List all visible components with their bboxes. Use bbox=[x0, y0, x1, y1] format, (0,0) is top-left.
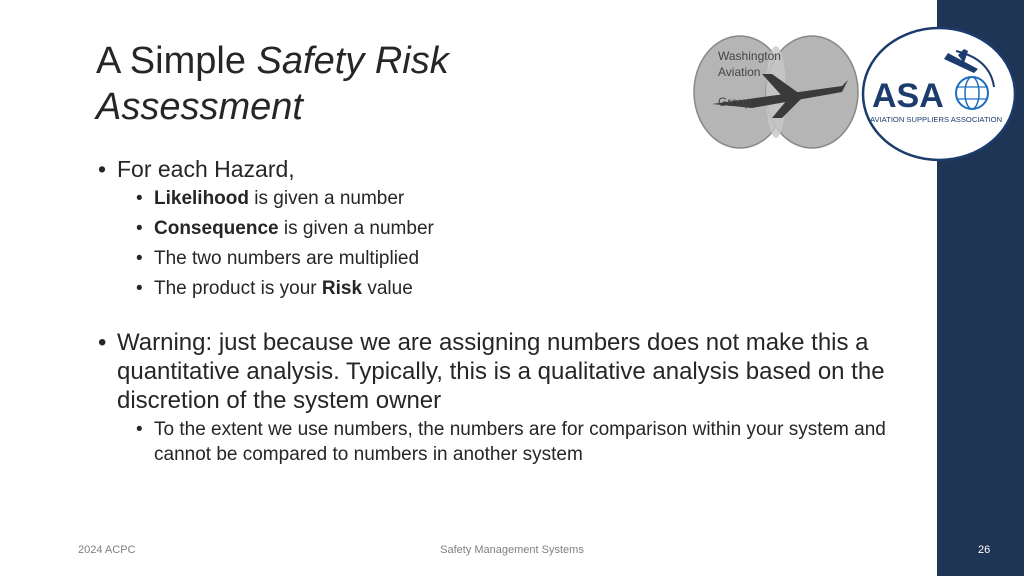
slide-content bbox=[98, 155, 918, 467]
slide-title bbox=[96, 38, 656, 130]
sub-bullet-risk: • The product is your Risk value bbox=[98, 274, 918, 304]
page-number: 26 bbox=[978, 544, 991, 556]
asa-logo bbox=[860, 25, 1018, 163]
bullet-warning: • Warning: just because we are assigning numbers does not make this a quantitative analysis. Typically, this is a qualitative analysis based on the discretion of the system owner bbox=[98, 328, 918, 415]
wag-line-1: Washington bbox=[718, 49, 781, 63]
bullet-hazard: • For each Hazard, bbox=[98, 155, 918, 184]
footer-left: 2024 ACPC bbox=[78, 544, 136, 556]
sub-bullet-consequence: • Consequence is given a number bbox=[98, 214, 918, 244]
sub-bullet-multiplied: • The two numbers are multiplied bbox=[98, 244, 918, 274]
sub-bullet-likelihood: • Likelihood is given a number bbox=[98, 184, 918, 214]
sub-bullet-comparison: • To the extent we use numbers, the numbers are for comparison within your system and cannot be compared to numbers in another system bbox=[98, 417, 918, 467]
title-italic-1: Safety Risk bbox=[256, 40, 449, 82]
asa-full-name: AVIATION SUPPLIERS ASSOCIATION bbox=[870, 115, 1003, 124]
title-italic-2: Assessment bbox=[96, 86, 303, 128]
footer-center: Safety Management Systems bbox=[440, 544, 584, 556]
wag-line-2: Aviation bbox=[718, 65, 761, 79]
wag-line-3: Group bbox=[718, 95, 752, 109]
title-plain: A Simple bbox=[96, 40, 257, 82]
washington-aviation-group-logo bbox=[692, 34, 860, 154]
asa-abbr: ASA bbox=[872, 77, 944, 115]
